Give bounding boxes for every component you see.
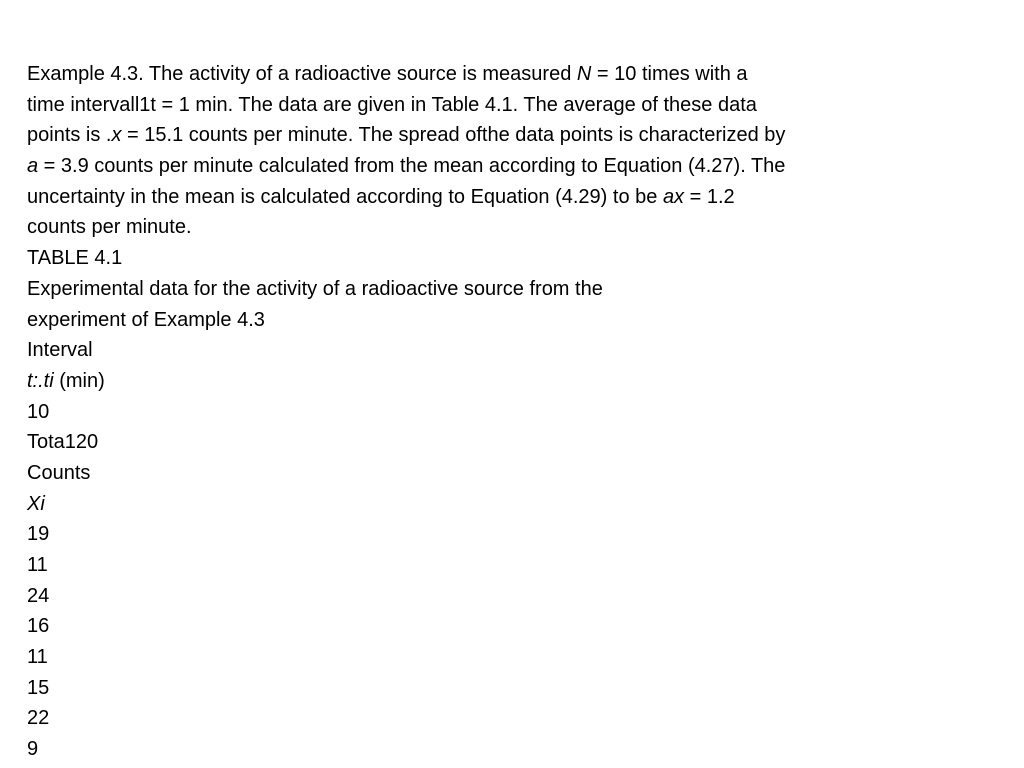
document-page: [27, 59, 997, 765]
column-header-interval: Interval: [27, 339, 93, 362]
paragraph-line-6: counts per minute.: [27, 216, 192, 239]
paragraph-line-5: [27, 182, 997, 213]
paragraph-line-3: [27, 120, 997, 151]
count-value: 9: [27, 738, 39, 761]
table-caption-line-1: Experimental data for the activity of a radioactive source from the: [27, 277, 603, 300]
count-value: 19: [27, 523, 50, 546]
text-span: Example 4.3. The activity of a radioactive source is measured: [27, 63, 577, 85]
variable-n: N: [576, 63, 592, 85]
text-span: = 10 times with a: [591, 63, 748, 85]
table-label: TABLE 4.1: [27, 247, 123, 270]
variable-a: a: [27, 155, 39, 178]
paragraph-line-2: time intervall1t = 1 min. The data are given in Table 4.1. The average of these data: [27, 93, 757, 116]
interval-value: 10: [27, 400, 50, 423]
variable-ti: t:.ti: [27, 369, 54, 392]
total-label: Tota120: [27, 431, 99, 454]
paragraph-line-1: [27, 59, 997, 90]
column-header-counts: Counts: [27, 461, 91, 484]
count-value: 11: [27, 554, 48, 576]
count-value: 16: [27, 615, 50, 638]
unit-label: (min): [53, 369, 105, 392]
variable-x: x: [111, 124, 122, 147]
table-caption-line-2: experiment of Example 4.3: [27, 308, 265, 331]
count-value: 15: [27, 676, 50, 699]
count-value: 24: [27, 584, 50, 607]
text-span: = 15.1 counts per minute. The spread ofthe data points is characterized by: [121, 124, 786, 147]
column-subheader-interval: [27, 366, 997, 397]
text-span: = 3.9 counts per minute calculated from the mean according to Equation (4.27). The: [38, 155, 786, 178]
text-span: points is .: [27, 124, 112, 147]
count-value: 22: [27, 707, 50, 730]
text-span: = 1.2: [684, 185, 735, 208]
count-value: 11: [27, 646, 48, 669]
column-subheader-counts: Xi: [27, 492, 45, 515]
paragraph-line-4: [27, 151, 997, 182]
variable-ax: ax: [662, 185, 685, 208]
text-span: uncertainty in the mean is calculated according to Equation (4.29) to be: [27, 185, 663, 208]
